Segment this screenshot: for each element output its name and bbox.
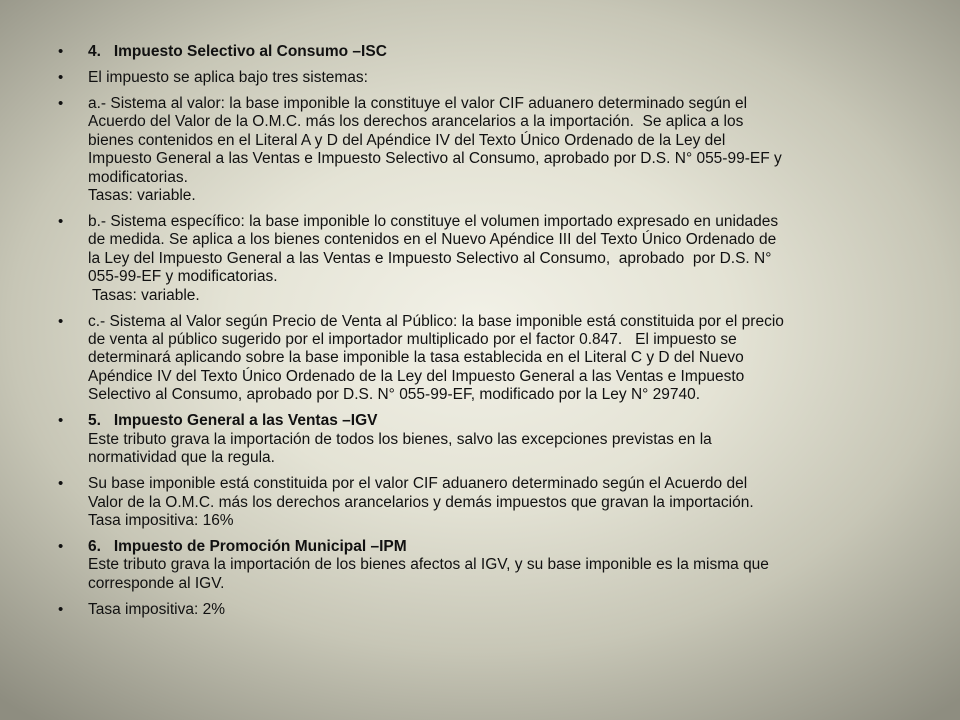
bullet-item <box>58 313 918 405</box>
section-heading: 5. Impuesto General a las Ventas –IGV <box>88 412 378 430</box>
bullet-text-line: de medida. Se aplica a los bienes contenidos en el Nuevo Apéndice III del Texto Único Ordenado de <box>88 231 777 249</box>
bullet-item <box>58 538 918 593</box>
bullet-dot-icon: • <box>58 43 64 60</box>
bullet-item <box>58 213 918 305</box>
bullet-dot-icon: • <box>58 69 64 86</box>
bullet-dot-icon: • <box>58 213 64 231</box>
section-heading: 4. Impuesto Selectivo al Consumo –ISC <box>88 43 387 60</box>
bullet-text-line: c.- Sistema al Valor según Precio de Venta al Público: la base imponible está constituida por el precio <box>88 312 784 330</box>
bullet-text-line: a.- Sistema al valor: la base imponible la constituye el valor CIF aduanero determinado según el <box>88 95 748 112</box>
bullet-text-line: Valor de la O.M.C. más los derechos arancelarios y demás impuestos que gravan la importación. <box>88 493 754 511</box>
bullet-dot-icon: • <box>58 312 64 330</box>
bullet-text-line: Este tributo grava la importación de los bienes afectos al IGV, y su base imponible es la misma que <box>88 556 769 574</box>
bullet-text-line: Tasas: variable. <box>88 286 200 304</box>
bullet-dot-icon: • <box>58 600 64 618</box>
bullet-item <box>58 412 918 467</box>
bullet-dot-icon: • <box>58 95 64 112</box>
bullet-text-line: Tasas: variable. <box>88 187 196 205</box>
bullet-item <box>58 95 918 205</box>
bullet-list <box>58 43 918 627</box>
section-heading: 6. Impuesto de Promoción Municipal –IPM <box>88 537 407 555</box>
bullet-text-line: El impuesto se aplica bajo tres sistemas: <box>88 69 368 86</box>
bullet-item <box>58 43 918 61</box>
bullet-item <box>58 69 918 87</box>
bullet-text-line: Este tributo grava la importación de todos los bienes, salvo las excepciones previstas en la <box>88 430 712 448</box>
bullet-dot-icon: • <box>58 412 64 430</box>
bullet-text-line: Impuesto General a las Ventas e Impuesto Selectivo al Consumo, aprobado por D.S. N° 055-99-EF y <box>88 150 782 168</box>
bullet-text-line: de venta al público sugerido por el importador multiplicado por el factor 0.847. El impuesto se <box>88 331 737 349</box>
bullet-text-line: b.- Sistema específico: la base imponible lo constituye el volumen importado expresado en unidades <box>88 213 779 231</box>
bullet-text-line: Tasa impositiva: 2% <box>88 600 225 618</box>
bullet-text-line: 055-99-EF y modificatorias. <box>88 268 278 286</box>
bullet-text-line: determinará aplicando sobre la base imponible la tasa establecida en el Literal C y D del Nuevo <box>88 349 744 367</box>
bullet-text-line: corresponde al IGV. <box>88 574 225 592</box>
bullet-text-line: Selectivo al Consumo, aprobado por D.S. N° 055-99-EF, modificado por la Ley N° 29740. <box>88 386 701 404</box>
bullet-text-line: la Ley del Impuesto General a las Ventas e Impuesto Selectivo al Consumo, aprobado por D.S. N° <box>88 249 772 267</box>
bullet-dot-icon: • <box>58 475 64 493</box>
bullet-text-line: Su base imponible está constituida por el valor CIF aduanero determinado según el Acuerdo del <box>88 475 748 493</box>
bullet-text-line: Apéndice IV del Texto Único Ordenado de la Ley del Impuesto General a las Ventas e Impuesto <box>88 367 745 385</box>
bullet-text-line: normatividad que la regula. <box>88 449 275 467</box>
bullet-text-line: Tasa impositiva: 16% <box>88 511 234 529</box>
bullet-item <box>58 475 918 530</box>
bullet-dot-icon: • <box>58 537 64 555</box>
bullet-text-line: modificatorias. <box>88 168 188 186</box>
bullet-text-line: bienes contenidos en el Literal A y D del Apéndice IV del Texto Único Ordenado de la Ley del <box>88 131 726 149</box>
bullet-text-line: Acuerdo del Valor de la O.M.C. más los derechos arancelarios a la importación. Se aplica a los <box>88 113 744 131</box>
bullet-item <box>58 601 918 619</box>
